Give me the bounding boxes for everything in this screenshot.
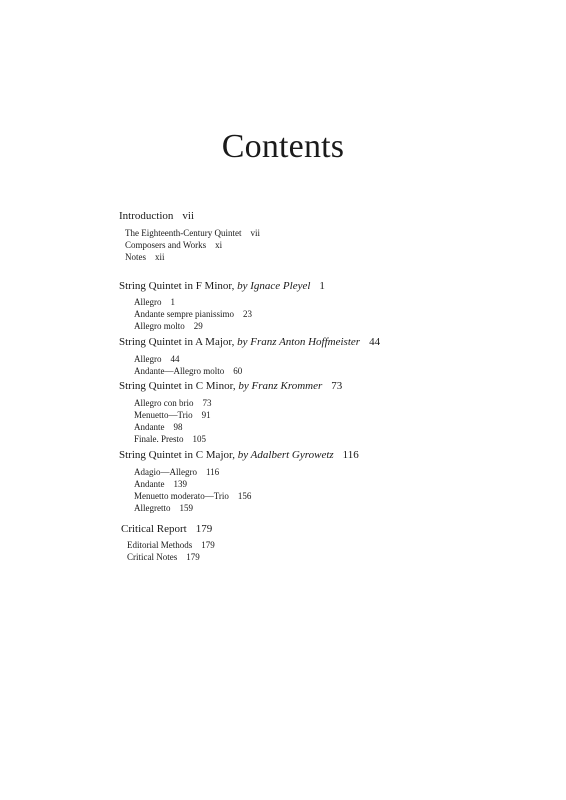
toc-page-number: 159	[179, 503, 193, 513]
toc-subentry	[134, 423, 183, 432]
toc-subentry	[127, 541, 215, 550]
toc-page-number: 44	[170, 354, 180, 364]
toc-subentry-label: Andante—Allegro molto	[134, 366, 225, 376]
toc-page-number: 23	[242, 309, 252, 319]
toc-subentry-label: Allegro molto	[134, 321, 185, 331]
toc-page-number: 179	[201, 540, 215, 550]
toc-page-number: 91	[201, 410, 211, 420]
toc-subentry	[134, 322, 203, 331]
page-title: Contents	[221, 128, 345, 165]
toc-page-number: 179	[186, 552, 200, 562]
toc-subentry	[134, 355, 180, 364]
toc-subentry-label: Menuetto—Trio	[134, 410, 193, 420]
toc-entry-composer: by Franz Anton Hoffmeister	[237, 336, 361, 348]
toc-subentry	[134, 468, 219, 477]
toc-subentry-label: Allegro con brio	[134, 398, 194, 408]
toc-page-number: 179	[195, 523, 213, 535]
toc-page-number: 156	[237, 491, 252, 501]
toc-subentry-label: Menuetto moderato—Trio	[134, 491, 229, 501]
toc-page-number: xii	[155, 252, 165, 262]
toc-page-number: 44	[369, 336, 381, 348]
toc-subentry-label: Critical Notes	[127, 552, 178, 562]
toc-page-number: 139	[173, 479, 187, 489]
toc-entry-label: String Quintet in F Minor,	[119, 280, 235, 292]
toc-page-number: 116	[342, 449, 359, 461]
toc-subentry	[125, 241, 222, 250]
toc-subentry-label: Allegretto	[134, 503, 171, 513]
toc-subentry-label: Finale. Presto	[134, 434, 184, 444]
toc-subentry	[134, 298, 175, 307]
toc-subentry-label: Andante sempre pianissimo	[134, 309, 234, 319]
toc-entry-quintet	[119, 381, 342, 392]
toc-page-number: 116	[206, 467, 220, 477]
toc-page-number: 1	[170, 297, 175, 307]
toc-entry-composer: by Franz Krommer	[238, 380, 323, 392]
toc-entry-quintet	[119, 281, 325, 292]
toc-page-number: 60	[233, 366, 243, 376]
toc-subentry-label: Editorial Methods	[127, 540, 193, 550]
toc-subentry	[134, 310, 252, 319]
toc-page-number: 105	[192, 434, 206, 444]
toc-page-number: 29	[193, 321, 203, 331]
toc-page-number: vii	[182, 210, 195, 222]
toc-page-number: 73	[331, 380, 343, 392]
toc-entry-critical-report	[121, 524, 212, 535]
toc-page-number: 1	[319, 280, 325, 292]
toc-subentry-label: Allegro	[134, 297, 162, 307]
toc-entry-composer: by Adalbert Gyrowetz	[237, 449, 334, 461]
toc-entry-quintet	[119, 450, 359, 461]
toc-subentry	[134, 367, 242, 376]
toc-subentry-label: Allegro	[134, 354, 162, 364]
toc-entry-label: String Quintet in C Minor,	[119, 380, 236, 392]
toc-page-number: 73	[202, 398, 212, 408]
toc-subentry	[125, 229, 260, 238]
toc-entry-label: Critical Report	[121, 523, 187, 535]
toc-subentry	[125, 253, 165, 262]
toc-entry-composer: by Ignace Pleyel	[237, 280, 311, 292]
toc-subentry-label: Notes	[125, 252, 146, 262]
toc-subentry-label: Andante	[134, 422, 165, 432]
toc-subentry-label: Adagio—Allegro	[134, 467, 197, 477]
toc-subentry	[134, 492, 251, 501]
toc-entry-quintet	[119, 337, 380, 348]
toc-entry-label: Introduction	[119, 210, 174, 222]
toc-page-number: 98	[173, 422, 183, 432]
toc-subentry-label: Composers and Works	[125, 240, 207, 250]
toc-entry-introduction	[119, 211, 194, 222]
toc-subentry	[134, 411, 211, 420]
toc-subentry	[134, 399, 211, 408]
toc-subentry-label: Andante	[134, 479, 165, 489]
toc-subentry	[134, 480, 187, 489]
toc-subentry	[134, 435, 206, 444]
toc-subentry-label: The Eighteenth-Century Quintet	[125, 228, 242, 238]
toc-entry-label: String Quintet in C Major,	[119, 449, 235, 461]
toc-subentry	[127, 553, 200, 562]
toc-entry-label: String Quintet in A Major,	[119, 336, 235, 348]
toc-subentry	[134, 504, 193, 513]
toc-page-number: vii	[250, 228, 260, 238]
toc-page-number: xi	[215, 240, 223, 250]
